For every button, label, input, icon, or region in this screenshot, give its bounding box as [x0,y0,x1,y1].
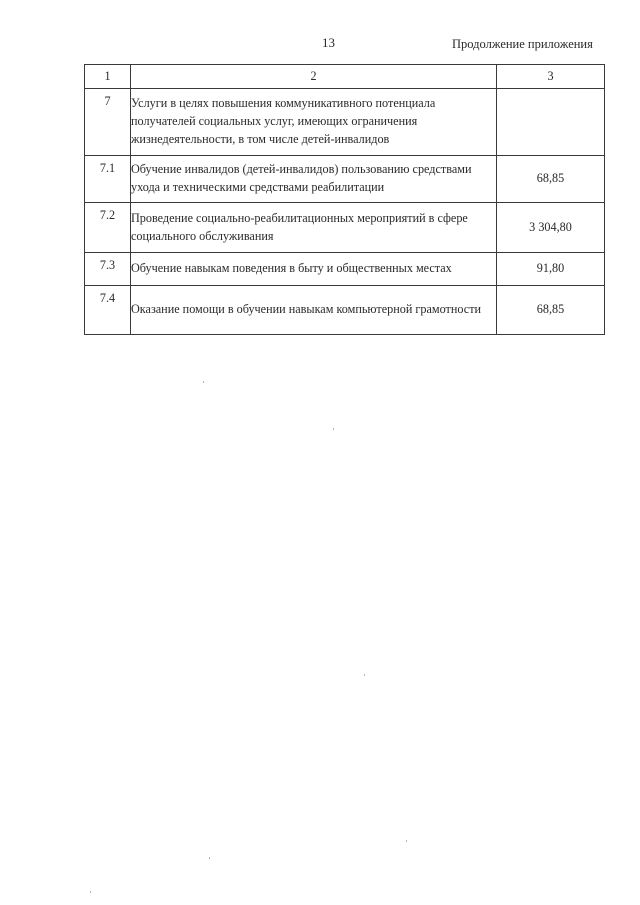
row-description: Проведение социально-реабилитационных мероприятий в сфере социального обслуживания [131,203,497,253]
row-value [497,89,605,156]
column-header-3: 3 [497,65,605,89]
scan-speck [364,674,365,676]
scan-speck [203,381,204,383]
row-number: 7 [85,89,131,156]
row-description: Обучение инвалидов (детей-инвалидов) пользованию средствами ухода и техническими средствами реабилитации [131,156,497,203]
row-value: 68,85 [497,286,605,335]
row-number: 7.4 [85,286,131,335]
table-row [85,89,605,156]
table-row [85,203,605,253]
page-number: 13 [322,35,335,50]
table-row [85,286,605,335]
continuation-label: Продолжение приложения [452,37,593,51]
row-description: Услуги в целях повышения коммуникативного потенциала получателей социальных услуг, имеющих ограничения жизнедеятельности, в том числе детей-инвалидов [131,89,497,156]
table-row [85,156,605,203]
table-header-row [85,65,605,89]
row-description: Обучение навыкам поведения в быту и общественных местах [131,253,497,286]
row-number: 7.1 [85,156,131,203]
column-header-2: 2 [131,65,497,89]
row-description: Оказание помощи в обучении навыкам компьютерной грамотности [131,286,497,335]
scan-speck [90,891,91,893]
row-number: 7.3 [85,253,131,286]
table-row [85,253,605,286]
row-number: 7.2 [85,203,131,253]
row-value: 91,80 [497,253,605,286]
scan-speck [406,840,407,842]
row-value: 68,85 [497,156,605,203]
services-table [84,64,605,335]
column-header-1: 1 [85,65,131,89]
scan-speck [333,428,334,430]
scan-speck [209,857,210,859]
row-value: 3 304,80 [497,203,605,253]
